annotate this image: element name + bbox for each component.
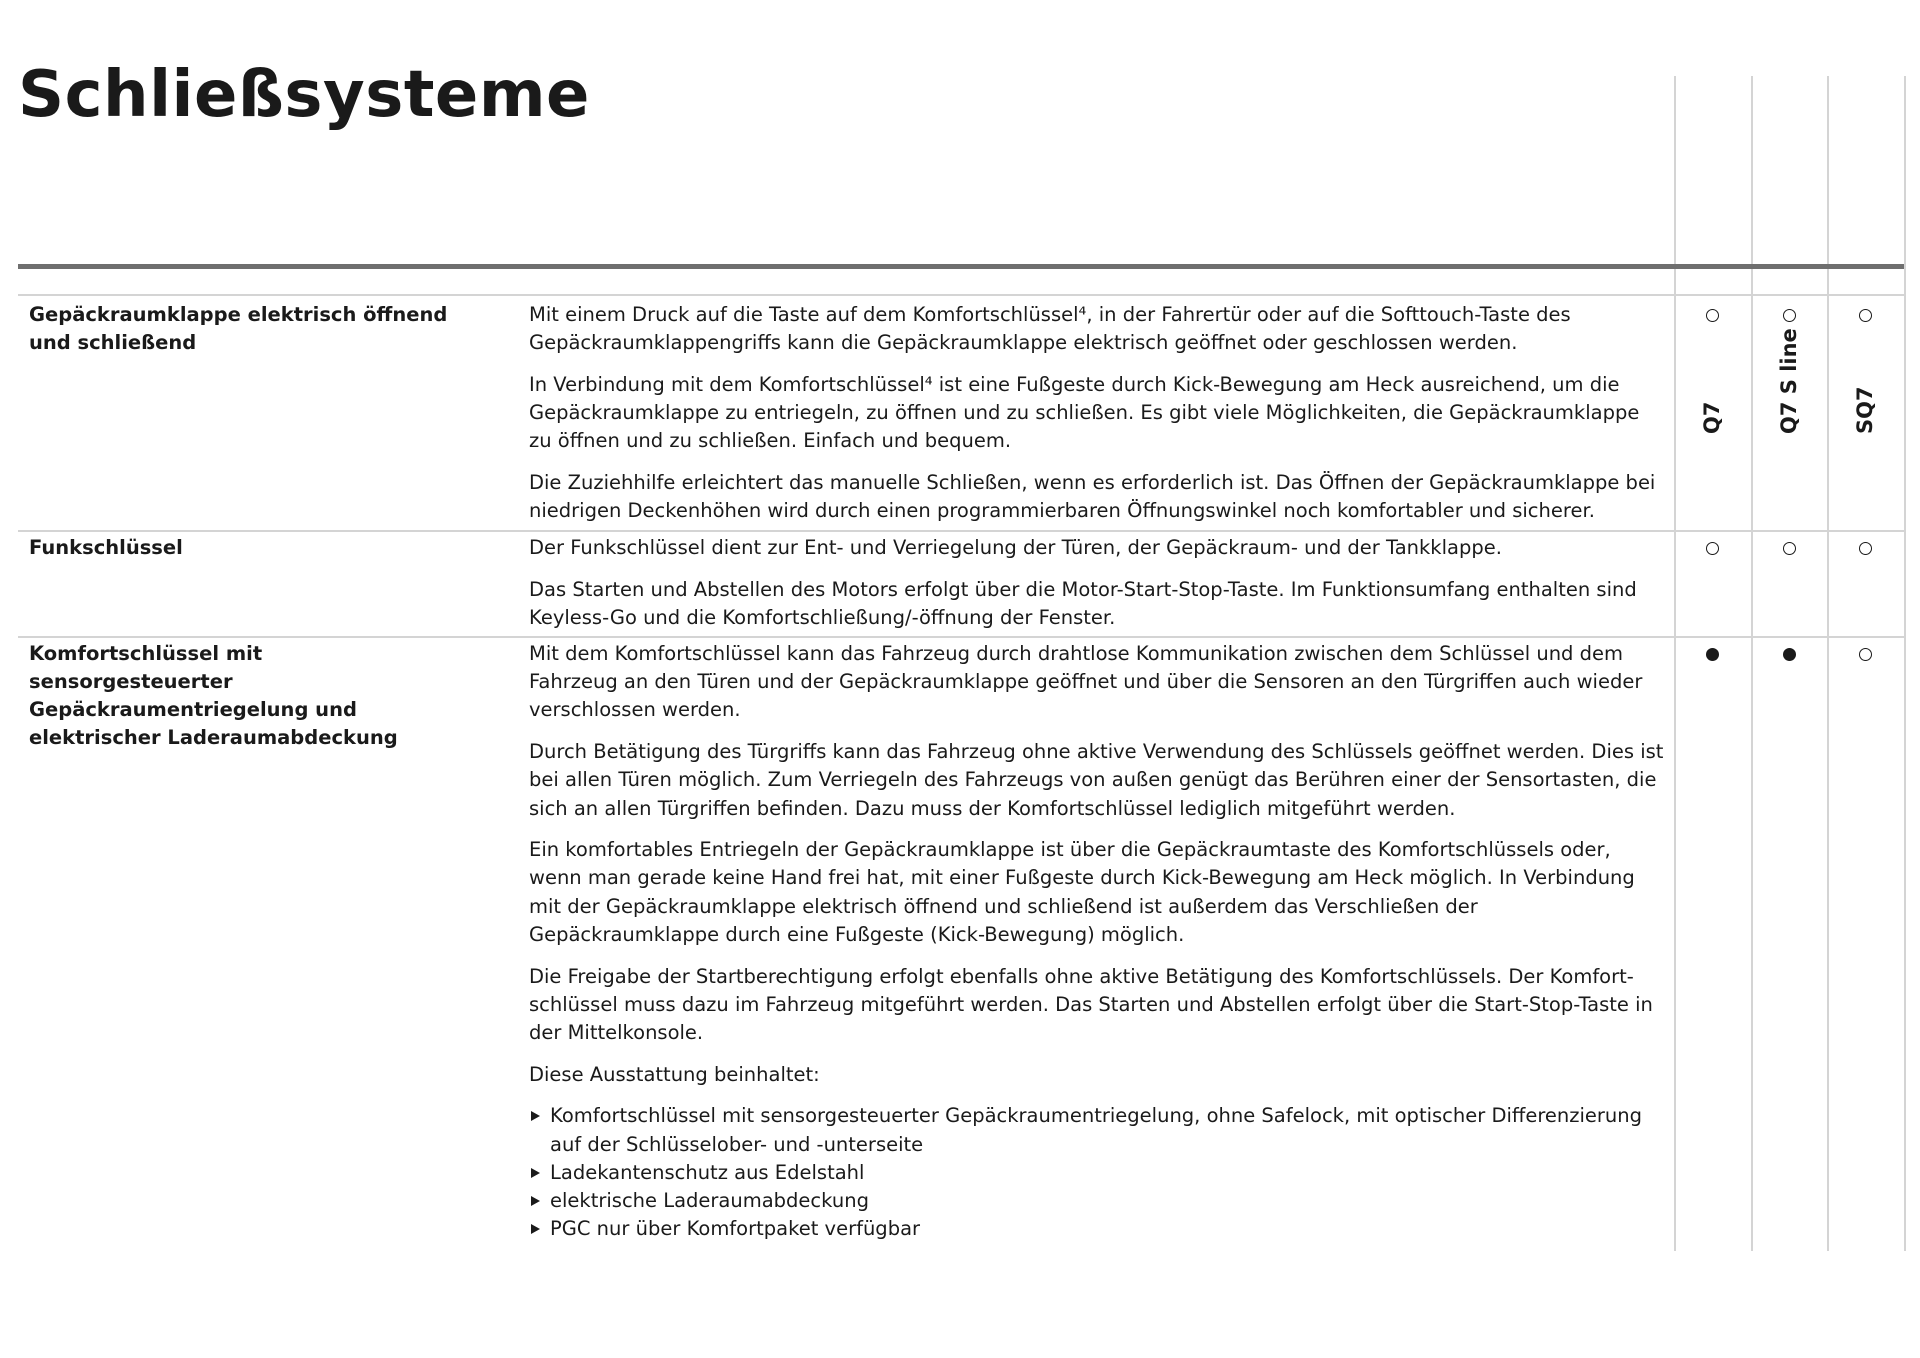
description-paragraph: Die Freigabe der Startberechtigung erfolgt ebenfalls ohne aktive Betätigung des Komfortschlüssels. Der Komfortschlüssel muss dazu im Fahrzeug mitgeführt werden. Das Starten und Abstellen erfolgt über die Start-Stop-Taste in der Mittelkonsole. bbox=[529, 964, 1653, 1044]
description-paragraph: Der Funkschlüssel dient zur Ent- und Verriegelung der Türen, der Gepäckraum- und der Tankklappe. bbox=[529, 536, 1502, 559]
list-item: Ladekantenschutz aus Edelstahl bbox=[529, 1159, 1664, 1187]
column-divider bbox=[1904, 76, 1906, 1251]
list-item: Komfortschlüssel mit sensorgesteuerter Gepäckraumentriegelung, ohne Safelock, mit optischer Differenzierung auf der Schlüsselober- und -unterseite bbox=[529, 1102, 1664, 1158]
column-header-sq7: SQ7 bbox=[1853, 386, 1877, 434]
availability-standard-mark bbox=[1706, 648, 1719, 661]
header-rule bbox=[18, 264, 1904, 269]
row-label: Gepäckraumklappe elektrisch öffnend und schließend bbox=[29, 303, 448, 354]
list-item: elektrische Laderaumabdeckung bbox=[529, 1187, 1664, 1215]
page-title: Schließsysteme bbox=[18, 58, 590, 132]
description-paragraph: Das Starten und Abstellen des Motors erfolgt über die Motor-Start-Stop-Taste. Im Funktionsumfang enthalten sind Keyless-Go und die Komfortschließung/-öffnung der Fenster. bbox=[529, 577, 1637, 629]
availability-optional-mark bbox=[1706, 542, 1719, 555]
availability-standard-mark bbox=[1783, 648, 1796, 661]
table-top-line bbox=[18, 294, 1904, 296]
feature-list bbox=[529, 1102, 1664, 1243]
column-divider bbox=[1751, 76, 1753, 1251]
description-paragraph: Mit dem Komfortschlüssel kann das Fahrzeug durch drahtlose Kommunikation zwischen dem Schlüssel und dem Fahrzeug an den Türen und der Gepäckraumklappe geöffnet und über die Sensoren an den Türgriffen auch wieder verschlossen werden. bbox=[529, 642, 1643, 722]
description-paragraph: Mit einem Druck auf die Taste auf dem Komfortschlüssel⁴, in der Fahrertür oder auf die Softtouch-Taste des Gepäckraumklappengriffs kann die Gepäckraumklappe elektrisch geöffnet oder geschlossen werden. bbox=[529, 303, 1571, 355]
availability-optional-mark bbox=[1783, 542, 1796, 555]
row-description bbox=[529, 640, 1664, 1243]
availability-optional-mark bbox=[1859, 309, 1872, 322]
row-description bbox=[529, 534, 1664, 646]
column-header-q7-s-line: Q7 S line bbox=[1777, 328, 1801, 434]
row-label: Komfortschlüssel mit sensorgesteuerter Gepäckraumentriegelung und elektrischer Laderaumabdeckung bbox=[29, 642, 398, 749]
row-divider bbox=[18, 530, 1904, 532]
column-header-q7: Q7 bbox=[1700, 401, 1724, 434]
description-paragraph: Ein komfortables Entriegeln der Gepäckraumklappe ist über die Gepäckraumtaste des Komfortschlüssels oder, wenn man gerade keine Hand frei hat, mit einer Fußgeste durch Kick-Bewegung am Heck möglich. In Verbindung mit der Gepäckraumklappe elektrisch öffnend und schließend ist außerdem das Verschließen der Gepäckraumklappe durch eine Fußgeste (Kick-Bewegung) möglich. bbox=[529, 838, 1635, 946]
description-paragraph: Durch Betätigung des Türgriffs kann das Fahrzeug ohne aktive Verwendung des Schlüssels geöffnet werden. Dies ist bei allen Türen möglich. Zum Verriegeln des Fahrzeugs von außen genügt das Berühren einer der Sensortasten, die sich an allen Türgriffen befinden. Dazu muss der Komfortschlüssel lediglich mitgeführt werden. bbox=[529, 740, 1664, 820]
row-label: Funkschlüssel bbox=[29, 536, 183, 559]
list-item: PGC nur über Komfortpaket verfügbar bbox=[529, 1215, 1664, 1243]
availability-optional-mark bbox=[1706, 309, 1719, 322]
column-divider bbox=[1674, 76, 1676, 1251]
availability-optional-mark bbox=[1783, 309, 1796, 322]
row-description bbox=[529, 301, 1664, 539]
availability-optional-mark bbox=[1859, 648, 1872, 661]
description-paragraph: Diese Ausstattung beinhaltet: bbox=[529, 1062, 820, 1086]
row-divider bbox=[18, 636, 1904, 638]
column-divider bbox=[1827, 76, 1829, 1251]
availability-optional-mark bbox=[1859, 542, 1872, 555]
description-paragraph: In Verbindung mit dem Komfortschlüssel⁴ ist eine Fußgeste durch Kick-Bewegung am Heck ausreichend, um die Gepäckraumklappe zu entriegeln, zu öffnen und zu schließen. Es gibt viele Möglichkeiten, die Gepäckraumklappe zu öffnen und zu schließen. Einfach und bequem. bbox=[529, 372, 1640, 453]
description-paragraph: Die Zuziehhilfe erleichtert das manuelle Schließen, wenn es erforderlich ist. Das Öffnen der Gepäckraumklappe bei niedrigen Deckenhöhen wird durch einen programmierbaren Öffnungswinkel noch komfortabler und sicherer. bbox=[529, 471, 1656, 523]
